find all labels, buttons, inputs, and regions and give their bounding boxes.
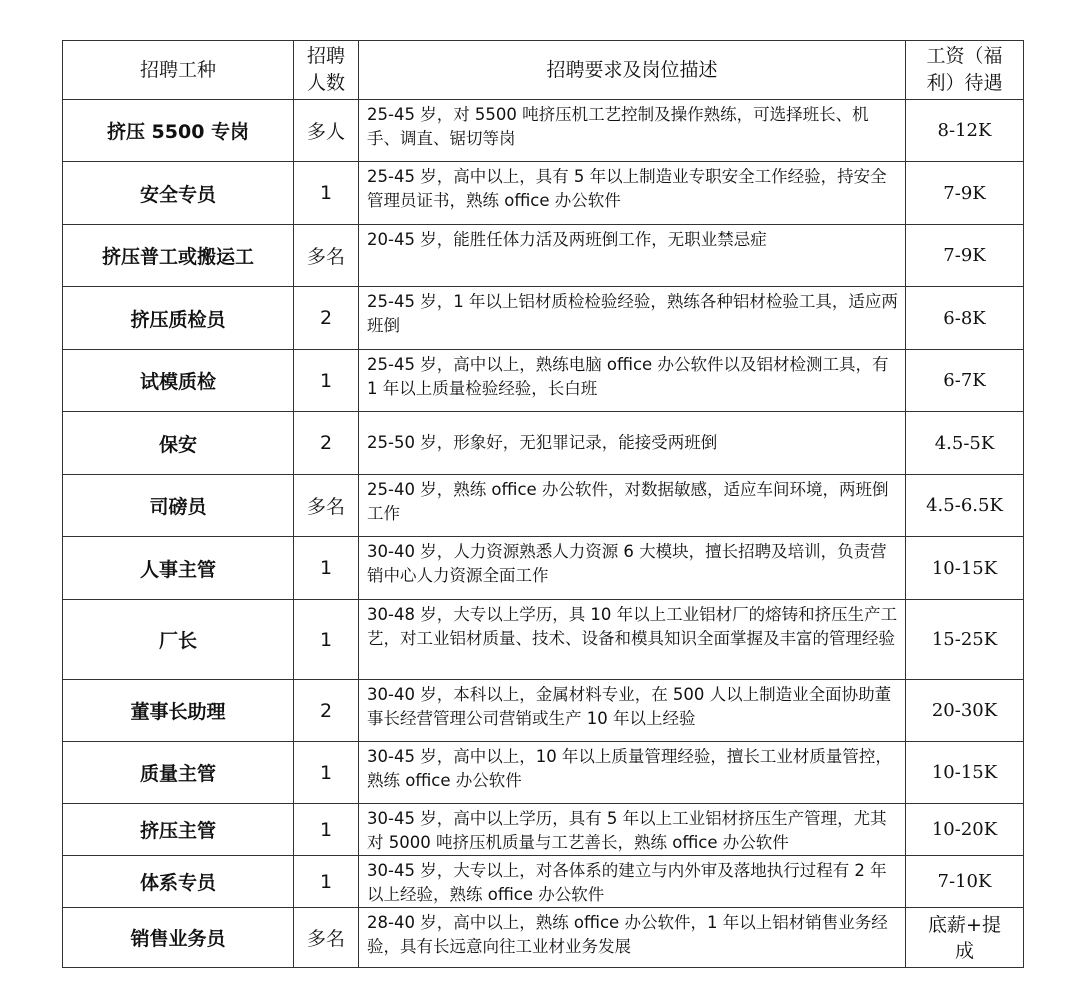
table-row (63, 225, 1024, 287)
header-position: 招聘工种 (63, 41, 294, 100)
position-cell: 挤压质检员 (63, 287, 294, 350)
count-cell: 1 (294, 742, 359, 804)
salary-cell: 10-15K (906, 742, 1024, 804)
position-cell: 体系专员 (63, 856, 294, 908)
description-cell: 30-40 岁，人力资源熟悉人力资源 6 大模块，擅长招聘及培训，负责营销中心人力资源全面工作 (359, 537, 906, 600)
count-cell: 1 (294, 804, 359, 856)
position-cell: 人事主管 (63, 537, 294, 600)
salary-cell: 7-9K (906, 225, 1024, 287)
table-row (63, 600, 1024, 680)
count-cell: 多名 (294, 908, 359, 968)
salary-cell: 4.5-5K (906, 412, 1024, 475)
table-header-row (63, 41, 1024, 100)
table-row (63, 537, 1024, 600)
description-cell: 25-40 岁，熟练 office 办公软件，对数据敏感，适应车间环境，两班倒工作 (359, 475, 906, 537)
count-cell: 多名 (294, 225, 359, 287)
count-cell: 2 (294, 412, 359, 475)
count-cell: 1 (294, 350, 359, 412)
description-cell: 25-45 岁，高中以上，熟练电脑 office 办公软件以及铝材检测工具，有 1 年以上质量检验经验，长白班 (359, 350, 906, 412)
count-cell: 1 (294, 537, 359, 600)
position-cell: 司磅员 (63, 475, 294, 537)
recruitment-table (62, 40, 1024, 968)
position-cell: 董事长助理 (63, 680, 294, 742)
position-cell: 厂长 (63, 600, 294, 680)
position-cell: 试模质检 (63, 350, 294, 412)
position-cell: 保安 (63, 412, 294, 475)
description-cell: 25-45 岁，1 年以上铝材质检检验经验，熟练各种铝材检验工具，适应两班倒 (359, 287, 906, 350)
salary-cell: 20-30K (906, 680, 1024, 742)
description-cell: 25-45 岁，对 5500 吨挤压机工艺控制及操作熟练，可选择班长、机手、调直、锯切等岗 (359, 100, 906, 162)
table-row (63, 856, 1024, 908)
salary-cell: 15-25K (906, 600, 1024, 680)
description-cell: 30-45 岁，高中以上学历，具有 5 年以上工业铝材挤压生产管理，尤其对 5000 吨挤压机质量与工艺善长，熟练 office 办公软件 (359, 804, 906, 856)
count-cell: 2 (294, 680, 359, 742)
table-row (63, 742, 1024, 804)
count-cell: 多名 (294, 475, 359, 537)
description-cell: 30-45 岁，大专以上，对各体系的建立与内外审及落地执行过程有 2 年以上经验，熟练 office 办公软件 (359, 856, 906, 908)
count-cell: 2 (294, 287, 359, 350)
description-cell: 25-50 岁，形象好，无犯罪记录，能接受两班倒 (359, 412, 906, 475)
position-cell: 质量主管 (63, 742, 294, 804)
position-cell: 销售业务员 (63, 908, 294, 968)
description-cell: 30-48 岁，大专以上学历，具 10 年以上工业铝材厂的熔铸和挤压生产工艺，对工业铝材质量、技术、设备和模具知识全面掌握及丰富的管理经验 (359, 600, 906, 680)
salary-cell: 7-9K (906, 162, 1024, 225)
description-cell: 20-45 岁，能胜任体力活及两班倒工作，无职业禁忌症 (359, 225, 906, 287)
description-cell: 30-45 岁，高中以上，10 年以上质量管理经验，擅长工业材质量管控，熟练 office 办公软件 (359, 742, 906, 804)
count-cell: 1 (294, 162, 359, 225)
table-row (63, 162, 1024, 225)
table-row (63, 804, 1024, 856)
count-cell: 多人 (294, 100, 359, 162)
header-count: 招聘 人数 (294, 41, 359, 100)
header-description: 招聘要求及岗位描述 (359, 41, 906, 100)
position-cell: 挤压 5500 专岗 (63, 100, 294, 162)
description-cell: 30-40 岁，本科以上，金属材料专业，在 500 人以上制造业全面协助董事长经营管理公司营销或生产 10 年以上经验 (359, 680, 906, 742)
table-row (63, 100, 1024, 162)
salary-cell: 10-15K (906, 537, 1024, 600)
salary-cell: 7-10K (906, 856, 1024, 908)
header-salary: 工资（福 利）待遇 (906, 41, 1024, 100)
description-cell: 28-40 岁，高中以上，熟练 office 办公软件，1 年以上铝材销售业务经验，具有长远意向往工业材业务发展 (359, 908, 906, 968)
salary-cell: 底薪+提 成 (906, 908, 1024, 968)
salary-cell: 4.5-6.5K (906, 475, 1024, 537)
table-row (63, 287, 1024, 350)
table-row (63, 908, 1024, 968)
position-cell: 挤压普工或搬运工 (63, 225, 294, 287)
table-row (63, 680, 1024, 742)
count-cell: 1 (294, 856, 359, 908)
salary-cell: 6-8K (906, 287, 1024, 350)
position-cell: 挤压主管 (63, 804, 294, 856)
table-row (63, 412, 1024, 475)
table-row (63, 475, 1024, 537)
table-row (63, 350, 1024, 412)
salary-cell: 6-7K (906, 350, 1024, 412)
count-cell: 1 (294, 600, 359, 680)
salary-cell: 8-12K (906, 100, 1024, 162)
description-cell: 25-45 岁，高中以上，具有 5 年以上制造业专职安全工作经验，持安全管理员证书，熟练 office 办公软件 (359, 162, 906, 225)
recruitment-table-wrapper (62, 40, 1024, 968)
salary-cell: 10-20K (906, 804, 1024, 856)
position-cell: 安全专员 (63, 162, 294, 225)
